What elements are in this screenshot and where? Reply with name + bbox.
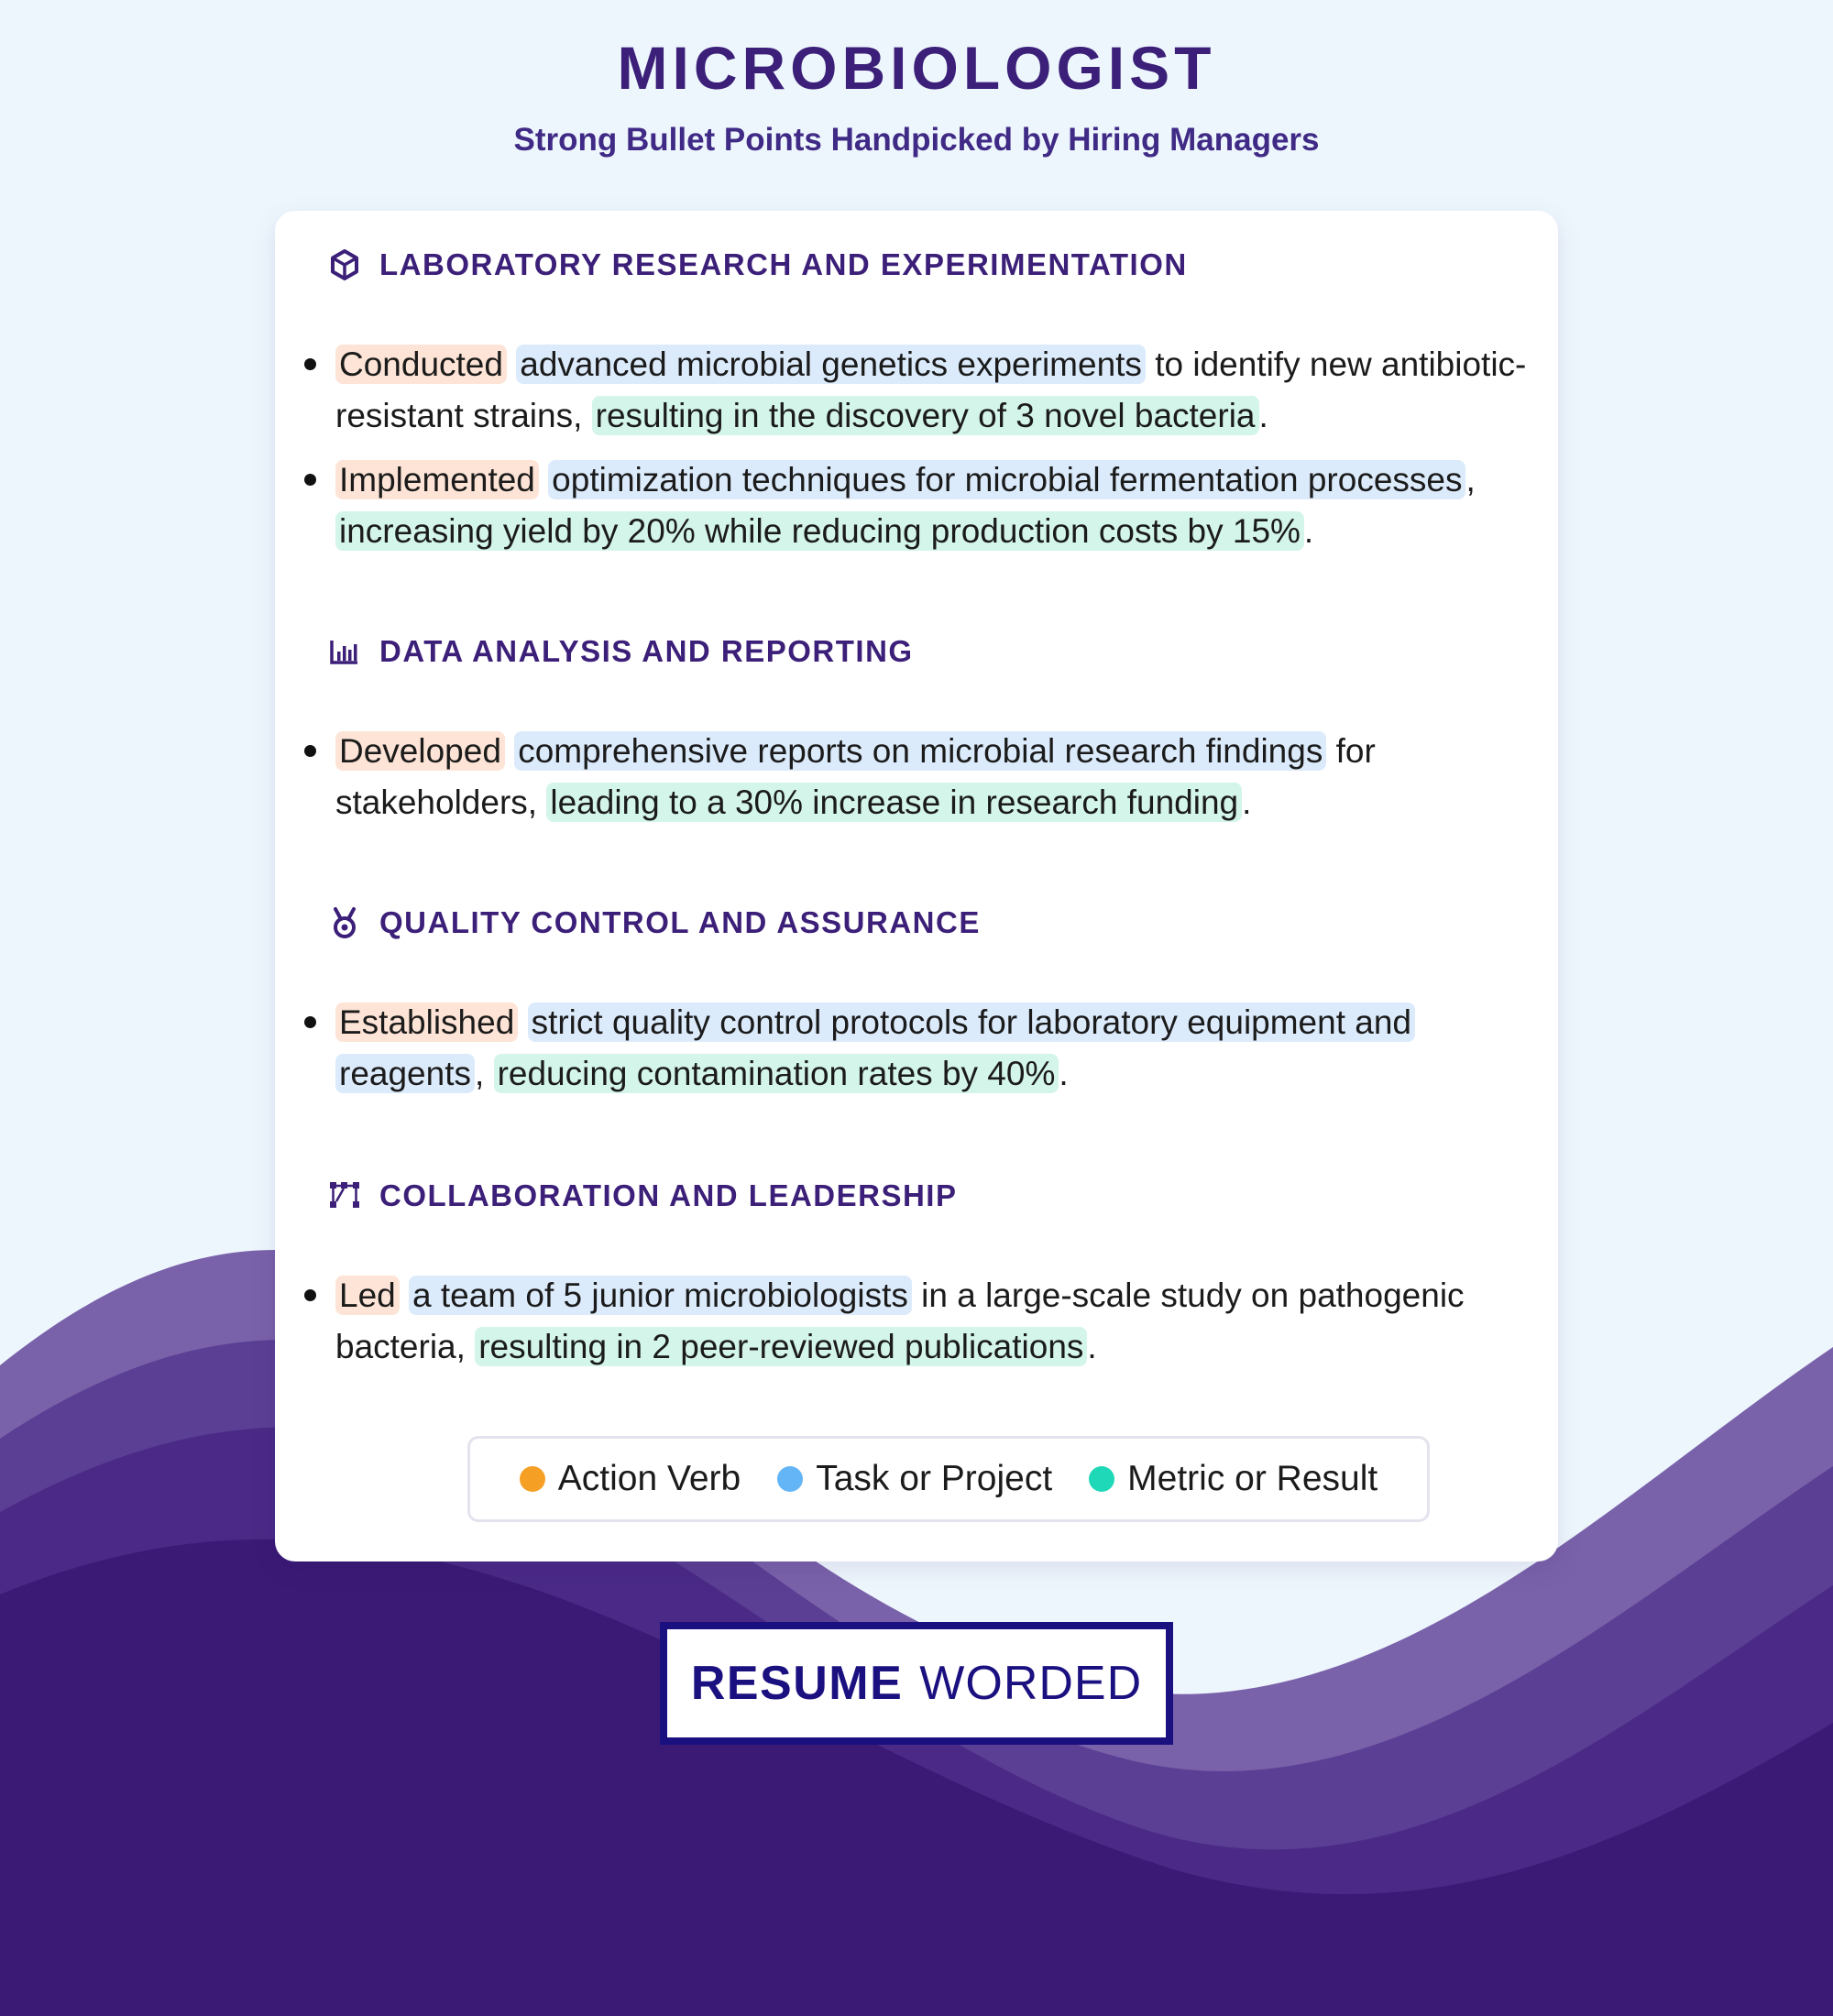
section-title: QUALITY CONTROL AND ASSURANCE [379, 905, 981, 939]
page-title: MICROBIOLOGIST [617, 34, 1216, 102]
bar-chart-icon [328, 635, 361, 668]
bullet-item [335, 1270, 1545, 1373]
resume-worded-logo [660, 1622, 1173, 1745]
action-verb: Developed [335, 731, 505, 771]
bullet-dot [304, 358, 316, 370]
section-header-laboratory [328, 247, 1188, 282]
connector-text: , [1465, 461, 1476, 499]
logo-bold-text: RESUME [690, 1657, 904, 1710]
bullet-end: . [1242, 783, 1252, 821]
metric-or-result: leading to a 30% increase in research funding [546, 783, 1242, 822]
bullet-dot [304, 745, 316, 757]
section-header-quality [328, 905, 981, 940]
task-or-project: a team of 5 junior microbiologists [409, 1276, 912, 1315]
bullet-end: . [1059, 1055, 1069, 1092]
legend-label: Action Verb [557, 1459, 741, 1498]
metric-or-result: reducing contamination rates by 40% [494, 1054, 1059, 1093]
bullet-end: . [1303, 512, 1314, 550]
medal-icon [328, 906, 361, 939]
page-header [0, 27, 1833, 161]
logo-light-text: WORDED [919, 1657, 1143, 1710]
bullet-end: . [1258, 397, 1268, 434]
metric-or-result: resulting in 2 peer-reviewed publications [475, 1327, 1087, 1366]
legend-item-action-verb [520, 1459, 741, 1499]
legend-dot [520, 1466, 545, 1492]
bullet-dot [304, 474, 316, 486]
cube-icon [328, 248, 361, 281]
task-or-project: strict quality control protocols for laboratory equipment and reagents [335, 1003, 1415, 1093]
action-verb: Conducted [335, 345, 507, 384]
section-title: LABORATORY RESEARCH AND EXPERIMENTATION [379, 247, 1188, 281]
connector-text: to identify new antibiotic-resistant strains, [335, 345, 1527, 434]
bullet-dot [304, 1016, 316, 1028]
legend-dot [777, 1466, 803, 1492]
action-verb: Established [335, 1003, 518, 1042]
connector-text: for stakeholders, [335, 732, 1376, 821]
legend-item-task-or-project [777, 1459, 1052, 1499]
section-header-collaboration [328, 1178, 958, 1213]
task-or-project: optimization techniques for microbial fermentation processes [548, 460, 1465, 499]
connector-text: in a large-scale study on pathogenic bacteria, [335, 1276, 1465, 1365]
section-title: COLLABORATION AND LEADERSHIP [379, 1178, 958, 1212]
bullet-dot [304, 1289, 316, 1301]
bullet-item [335, 455, 1545, 557]
task-or-project: comprehensive reports on microbial research findings [514, 731, 1326, 771]
bullet-item [335, 339, 1545, 442]
section-header-data-analysis [328, 634, 914, 669]
bullet-points-card [275, 211, 1558, 1561]
connector-text: , [475, 1055, 494, 1092]
metric-or-result: resulting in the discovery of 3 novel bacteria [592, 396, 1259, 435]
legend-item-metric-or-result [1089, 1459, 1377, 1499]
highlight-legend [467, 1436, 1430, 1522]
page-subtitle: Strong Bullet Points Handpicked by Hiring Managers [513, 122, 1320, 158]
metric-or-result: increasing yield by 20% while reducing production costs by 15% [335, 511, 1304, 551]
bullet-end: . [1087, 1328, 1097, 1365]
legend-label: Task or Project [816, 1459, 1053, 1498]
task-or-project: advanced microbial genetics experiments [516, 345, 1146, 384]
section-title: DATA ANALYSIS AND REPORTING [379, 634, 914, 668]
legend-dot [1089, 1466, 1114, 1492]
bullet-item [335, 726, 1545, 828]
legend-label: Metric or Result [1127, 1459, 1378, 1498]
network-icon [328, 1179, 361, 1212]
action-verb: Led [335, 1276, 400, 1315]
action-verb: Implemented [335, 460, 539, 499]
bullet-item [335, 997, 1545, 1100]
